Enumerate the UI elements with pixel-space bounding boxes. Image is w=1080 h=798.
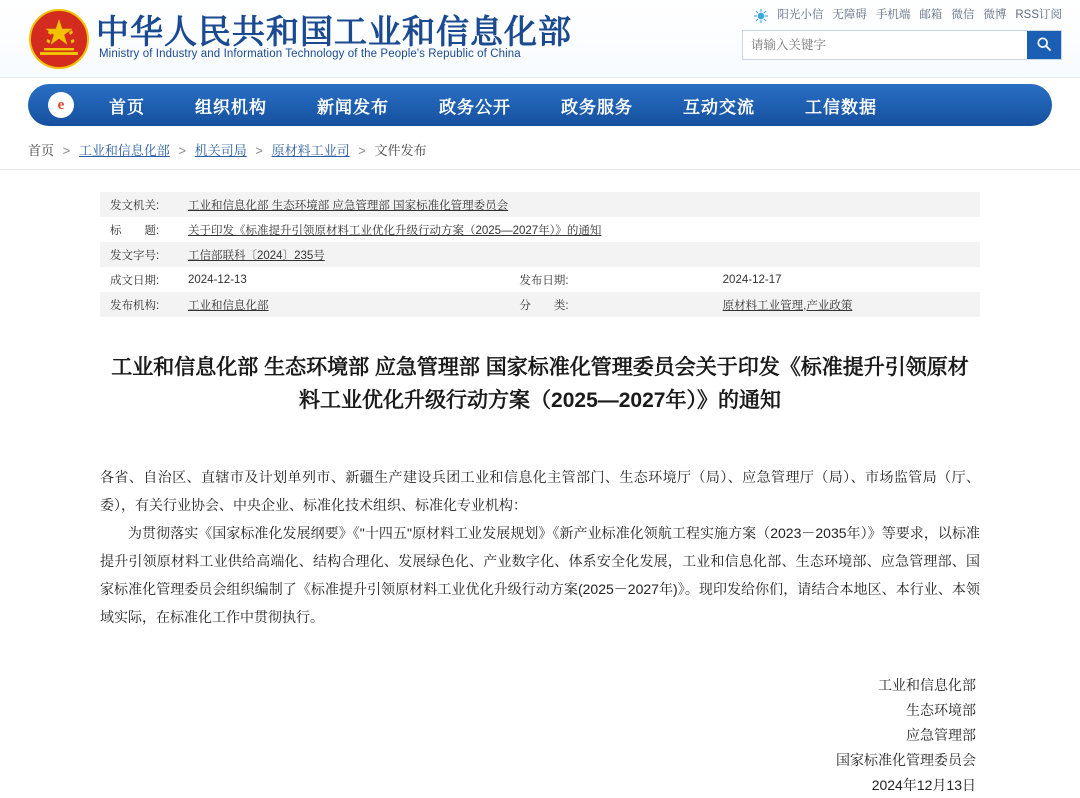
search-bar[interactable] [742,30,1062,60]
national-emblem-icon [28,8,90,70]
toplink-weibo[interactable]: 微博 [983,9,1007,21]
breadcrumb [0,126,1080,170]
search-input[interactable] [743,31,1027,59]
table-row [100,292,980,317]
sun-icon [754,9,768,23]
nav-item-affairs[interactable]: 政务公开 [439,97,511,117]
toplink-mail[interactable]: 邮箱 [919,9,943,21]
page-title: 工业和信息化部 生态环境部 应急管理部 国家标准化管理委员会关于印发《标准提升引领原材料工业优化升级行动方案（2025—2027年）》的通知 [111,356,969,412]
document-meta-table [100,192,980,317]
main-nav-wrapper [0,78,1080,126]
site-title-cn: 中华人民共和国工业和信息化部 [96,15,572,51]
breadcrumb-item-departments[interactable]: 机关司局 [194,143,247,158]
document-body [100,463,980,631]
meta-value-issuing-agency: 工业和信息化部 生态环境部 应急管理部 国家标准化管理委员会 [188,199,509,212]
breadcrumb-item-miit[interactable]: 工业和信息化部 [78,143,170,158]
document-signature [100,673,980,798]
table-row [100,217,980,242]
table-row [100,192,980,217]
breadcrumb-item-raw-materials[interactable]: 原材料工业司 [271,143,350,158]
meta-label-completion-date: 成文日期: [110,274,160,287]
table-row [100,242,980,267]
site-title-en: Ministry of Industry and Information Technology of the People's Republic of China [99,48,521,60]
main-nav [28,84,1052,126]
meta-label-publisher: 发布机构: [110,299,160,312]
nav-item-org[interactable]: 组织机构 [195,97,267,117]
document-page [0,170,1080,798]
meta-value-category: 原材料工业管理,产业政策 [722,299,853,312]
nav-logo-icon[interactable]: e [48,92,74,118]
breadcrumb-separator: > [255,143,263,158]
meta-label-issuing-agency: 发文机关: [110,199,160,212]
signature-line-2: 生态环境部 [906,702,976,718]
breadcrumb-separator: > [358,143,366,158]
toplink-mobile[interactable]: 手机端 [875,9,911,21]
meta-label-doc-number: 发文字号: [110,249,160,262]
toplink-wechat[interactable]: 微信 [951,9,975,21]
top-links [754,6,1062,22]
meta-value-doc-number: 工信部联科〔2024〕235号 [188,249,325,262]
toplink-accessibility[interactable]: 无障碍 [832,9,867,21]
signature-date: 2024年12月13日 [871,777,976,793]
toplink-rss[interactable]: RSS订阅 [1015,9,1062,21]
breadcrumb-item-home: 首页 [28,143,55,158]
meta-value-completion-date: 2024-12-13 [188,273,247,286]
nav-item-interact[interactable]: 互动交流 [683,97,755,117]
meta-value-title: 关于印发《标准提升引领原材料工业优化升级行动方案（2025—2027年）》的通知 [188,224,602,237]
signature-line-1: 工业和信息化部 [878,677,976,693]
meta-label-publish-date: 发布日期: [519,274,569,287]
document-paragraph-1: 各省、自治区、直辖市及计划单列市、新疆生产建设兵团工业和信息化主管部门、生态环境厅（局）、应急管理厅（局）、市场监管局（厅、委），有关行业协会、中央企业、标准化技术组织、标准化专业机构： [100,469,980,513]
nav-item-home[interactable]: 首页 [109,97,145,117]
breadcrumb-separator: > [62,143,71,158]
meta-value-publisher: 工业和信息化部 [188,299,269,312]
meta-value-publish-date: 2024-12-17 [722,273,782,286]
toplink-sunshine[interactable]: 阳光小信 [777,9,824,21]
table-row [100,267,980,292]
nav-item-data[interactable]: 工信数据 [805,97,877,117]
signature-line-4: 国家标准化管理委员会 [836,752,976,768]
nav-item-news[interactable]: 新闻发布 [317,97,389,117]
signature-line-3: 应急管理部 [906,727,976,743]
breadcrumb-separator: > [178,143,187,158]
meta-label-category: 分 类: [519,299,569,312]
search-icon [1036,36,1052,55]
breadcrumb-item-documents: 文件发布 [374,143,427,158]
document-paragraph-2: 为贯彻落实《国家标准化发展纲要》《"十四五"原材料工业发展规划》《新产业标准化领航工程实施方案（2023－2035年）》等要求，以标准提升引领原材料工业供给高端化、结构合理化、发展绿色化、产业数字化、体系安全化发展，工业和信息化部、生态环境部、应急管理部、国家标准化管理委员会组织编制了《标准提升引领原材料工业优化升级行动方案(2025－2027年)》。现印发给你们，请结合本地区、本行业、本领域实际，在标准化工作中贯彻执行。 [100,525,980,625]
site-header [0,0,1080,78]
meta-label-title: 标 题: [110,224,160,237]
search-button[interactable] [1027,31,1061,59]
nav-item-services[interactable]: 政务服务 [561,97,633,117]
